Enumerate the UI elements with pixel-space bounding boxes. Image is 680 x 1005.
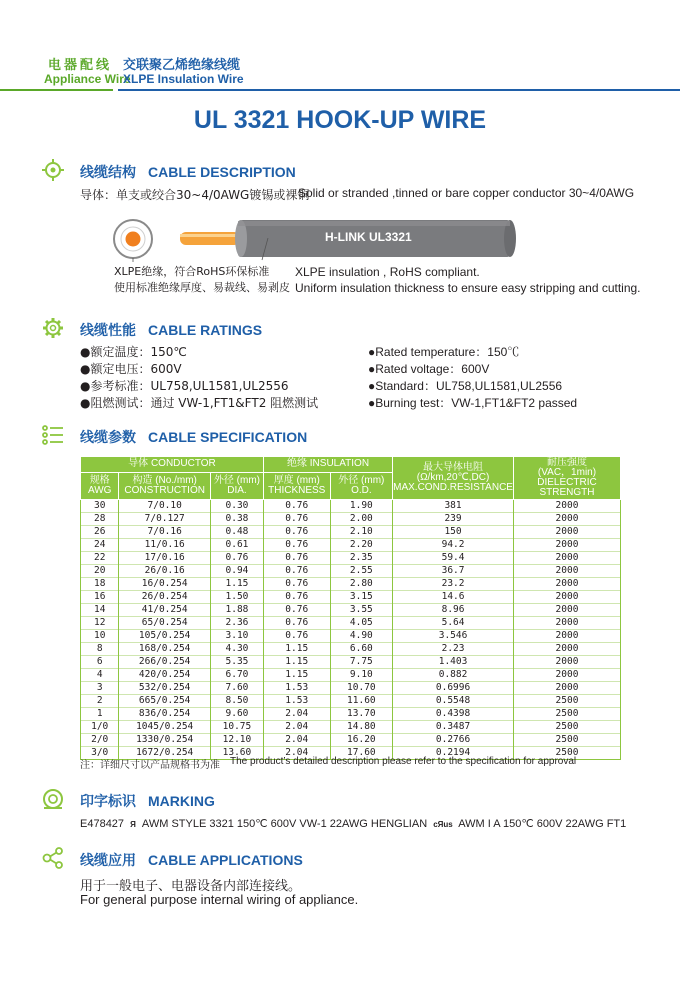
table-cell: 28 <box>81 513 119 526</box>
table-cell: 16 <box>81 591 119 604</box>
rating-en-item: ●Standard：UL758,UL1581,UL2556 <box>368 379 563 393</box>
table-cell: 0.6996 <box>393 682 514 695</box>
table-cell: 420/0.254 <box>119 669 211 682</box>
cable-illustration <box>110 217 520 262</box>
table-cell: 3.10 <box>210 630 263 643</box>
table-cell: 6.70 <box>210 669 263 682</box>
table-cell: 2000 <box>513 656 620 669</box>
table-cell: 20 <box>81 565 119 578</box>
table-cell: 2.36 <box>210 617 263 630</box>
table-cell: 2000 <box>513 552 620 565</box>
header-line: 规格 <box>89 474 110 486</box>
insulation-text-cn-2: 使用标准绝缘厚度、易裁线、易剥皮 <box>114 281 290 294</box>
table-cell: 13.70 <box>330 708 393 721</box>
table-cell: 7/0.16 <box>119 526 211 539</box>
table-cell: 0.882 <box>393 669 514 682</box>
section-title-cn: 线缆参数 <box>80 430 136 446</box>
table-cell: 2.80 <box>330 578 393 591</box>
rating-cn-item: ●阻燃测试：通过 VW-1,FT1&FT2 阻燃测试 <box>80 396 319 410</box>
table-cell: 0.3487 <box>393 721 514 734</box>
table-cell: 5.35 <box>210 656 263 669</box>
table-cell: 2000 <box>513 617 620 630</box>
table-cell: 2000 <box>513 578 620 591</box>
spec-table-body <box>81 500 621 760</box>
table-cell: 5.64 <box>393 617 514 630</box>
table-cell: 94.2 <box>393 539 514 552</box>
table-cell: 1.88 <box>210 604 263 617</box>
table-cell: 2500 <box>513 734 620 747</box>
section-title-cn: 印字标识 <box>80 794 136 810</box>
rating-en-item: ●Rated voltage：600V <box>368 362 490 376</box>
column-header-thickness <box>263 472 330 499</box>
table-cell: 2000 <box>513 669 620 682</box>
table-cell: 239 <box>393 513 514 526</box>
table-cell: 10.75 <box>210 721 263 734</box>
table-cell: 2.04 <box>263 734 330 747</box>
table-cell: 6.60 <box>330 643 393 656</box>
table-cell: 4.30 <box>210 643 263 656</box>
table-cell: 0.30 <box>210 500 263 513</box>
table-cell: 532/0.254 <box>119 682 211 695</box>
table-cell: 3.55 <box>330 604 393 617</box>
table-row <box>81 669 621 682</box>
table-cell: 1330/0.254 <box>119 734 211 747</box>
table-cell: 59.4 <box>393 552 514 565</box>
table-row <box>81 604 621 617</box>
table-cell: 2.20 <box>330 539 393 552</box>
header-sub-cn: 交联聚乙烯绝缘线缆 <box>123 58 241 73</box>
table-row <box>81 526 621 539</box>
table-cell: 12 <box>81 617 119 630</box>
group-header-insulation: 绝缘 INSULATION <box>263 457 392 473</box>
table-cell: 17/0.16 <box>119 552 211 565</box>
table-cell: 41/0.254 <box>119 604 211 617</box>
table-row <box>81 552 621 565</box>
header-category-en: Appliance Wire <box>44 72 131 86</box>
share-icon <box>42 847 64 869</box>
header-divider-green <box>0 89 113 91</box>
table-cell: 14.80 <box>330 721 393 734</box>
list-icon <box>42 424 64 446</box>
table-cell: 0.76 <box>263 500 330 513</box>
table-note-en: The product’s detailed description please refer to the specification for approval <box>230 756 577 767</box>
table-cell: 2500 <box>513 721 620 734</box>
table-cell: 2.04 <box>263 708 330 721</box>
table-cell: 0.76 <box>263 578 330 591</box>
table-cell: 0.76 <box>263 552 330 565</box>
section-title-en: MARKING <box>148 793 215 809</box>
table-cell: 4.90 <box>330 630 393 643</box>
table-cell: 16/0.254 <box>119 578 211 591</box>
table-cell: 0.76 <box>263 539 330 552</box>
section-title-description <box>80 162 296 182</box>
table-cell: 8.50 <box>210 695 263 708</box>
table-cell: 2.04 <box>263 721 330 734</box>
table-cell: 0.76 <box>263 591 330 604</box>
table-cell: 1045/0.254 <box>119 721 211 734</box>
insulation-text-cn-1: XLPE绝缘，符合RoHS环保标准 <box>114 265 270 278</box>
header-line: DIELECTRIC STRENGTH <box>537 477 597 498</box>
table-cell: 0.5548 <box>393 695 514 708</box>
group-header-conductor: 导体 CONDUCTOR <box>81 457 264 473</box>
table-cell: 2000 <box>513 604 620 617</box>
table-row <box>81 617 621 630</box>
section-title-marking <box>80 791 215 811</box>
table-cell: 22 <box>81 552 119 565</box>
section-title-cn: 线缆性能 <box>80 323 136 339</box>
table-row <box>81 539 621 552</box>
table-cell: 2.23 <box>393 643 514 656</box>
column-header-od <box>330 472 393 499</box>
table-row <box>81 643 621 656</box>
table-row <box>81 721 621 734</box>
table-cell: 0.2766 <box>393 734 514 747</box>
column-header-awg <box>81 472 119 499</box>
table-cell: 9.60 <box>210 708 263 721</box>
ur-mark-icon: Я <box>130 820 136 829</box>
table-cell: 24 <box>81 539 119 552</box>
table-row <box>81 630 621 643</box>
disc-icon <box>42 788 64 810</box>
table-note-cn: 注：详细尺寸以产品规格书为准 <box>80 760 220 771</box>
table-row <box>81 734 621 747</box>
header-line: DIA. <box>227 484 247 496</box>
table-cell: 36.7 <box>393 565 514 578</box>
section-title-cn: 线缆应用 <box>80 853 136 869</box>
table-cell: 2000 <box>513 500 620 513</box>
table-cell: 2000 <box>513 513 620 526</box>
table-row <box>81 656 621 669</box>
table-row <box>81 578 621 591</box>
marking-rating-text: AWM I A 150℃ 600V 22AWG FT1 <box>458 818 627 830</box>
table-cell: 11/0.16 <box>119 539 211 552</box>
table-cell: 4.05 <box>330 617 393 630</box>
table-cell: 17.60 <box>330 747 393 760</box>
table-cell: 12.10 <box>210 734 263 747</box>
conductor-text-en: Solid or stranded ,tinned or bare copper conductor 30~4/0AWG <box>298 186 635 200</box>
table-cell: 7.60 <box>210 682 263 695</box>
table-cell: 3.15 <box>330 591 393 604</box>
table-cell: 2.35 <box>330 552 393 565</box>
table-row <box>81 513 621 526</box>
table-row <box>81 500 621 513</box>
table-cell: 65/0.254 <box>119 617 211 630</box>
table-cell: 0.4398 <box>393 708 514 721</box>
table-cell: 11.60 <box>330 695 393 708</box>
section-title-spec <box>80 427 307 447</box>
table-cell: 2000 <box>513 526 620 539</box>
table-cell: 2000 <box>513 630 620 643</box>
table-cell: 0.76 <box>263 565 330 578</box>
table-cell: 1.53 <box>263 695 330 708</box>
column-header-construction <box>119 472 211 499</box>
rating-cn-item: ●额定温度：150℃ <box>80 345 187 359</box>
table-row <box>81 708 621 721</box>
header-line: 构造 (No./mm) <box>132 474 197 486</box>
spec-table <box>80 456 621 760</box>
table-cell: 2000 <box>513 643 620 656</box>
marking-style-text: AWM STYLE 3321 150℃ 600V VW-1 22AWG HENGLIAN <box>141 818 428 830</box>
header-line: O.D. <box>351 484 372 496</box>
table-cell: 1.15 <box>263 643 330 656</box>
table-cell: 0.76 <box>263 513 330 526</box>
header-line: MAX.COND.RESISTANCE <box>393 482 513 493</box>
section-title-cn: 线缆结构 <box>80 165 136 181</box>
table-cell: 1.15 <box>263 669 330 682</box>
table-cell: 7.75 <box>330 656 393 669</box>
marking-file-number: E478427 <box>80 818 125 830</box>
table-cell: 2.04 <box>263 747 330 760</box>
table-cell: 3.546 <box>393 630 514 643</box>
table-cell: 2000 <box>513 565 620 578</box>
applications-text-cn: 用于一般电子、电器设备内部连接线。 <box>80 879 302 894</box>
header-line: 外径 (mm) <box>213 474 260 486</box>
table-cell: 2.00 <box>330 513 393 526</box>
column-header-resistance <box>393 457 514 500</box>
table-cell: 2/0 <box>81 734 119 747</box>
table-cell: 0.61 <box>210 539 263 552</box>
target-icon <box>42 159 64 181</box>
section-title-en: CABLE RATINGS <box>148 322 263 338</box>
table-cell: 0.94 <box>210 565 263 578</box>
page-title: UL 3321 HOOK-UP WIRE <box>193 106 487 134</box>
c-ur-us-mark-icon: cЯus <box>433 820 453 829</box>
table-cell: 2 <box>81 695 119 708</box>
table-cell: 1.403 <box>393 656 514 669</box>
table-cell: 2.55 <box>330 565 393 578</box>
table-cell: 0.76 <box>263 617 330 630</box>
applications-text-en: For general purpose internal wiring of appliance. <box>80 892 359 907</box>
header-sub-en: XLPE Insulation Wire <box>123 72 244 86</box>
table-cell: 30 <box>81 500 119 513</box>
table-cell: 2000 <box>513 682 620 695</box>
rating-cn-item: ●额定电压：600V <box>80 362 182 376</box>
header-line: AWG <box>87 484 112 496</box>
table-cell: 23.2 <box>393 578 514 591</box>
table-cell: 1.50 <box>210 591 263 604</box>
marking-text <box>80 817 626 830</box>
table-cell: 836/0.254 <box>119 708 211 721</box>
section-title-en: CABLE APPLICATIONS <box>148 852 303 868</box>
table-cell: 9.10 <box>330 669 393 682</box>
header-divider-blue <box>118 89 680 91</box>
table-cell: 665/0.254 <box>119 695 211 708</box>
table-cell: 381 <box>393 500 514 513</box>
table-cell: 0.76 <box>263 630 330 643</box>
table-cell: 4 <box>81 669 119 682</box>
table-cell: 0.76 <box>263 526 330 539</box>
table-cell: 0.38 <box>210 513 263 526</box>
column-header-dielectric <box>513 457 620 500</box>
section-title-applications <box>80 850 303 870</box>
header-line: THICKNESS <box>268 484 326 496</box>
table-cell: 2000 <box>513 539 620 552</box>
header-line: CONSTRUCTION <box>124 484 205 496</box>
table-cell: 0.48 <box>210 526 263 539</box>
table-cell: 1.15 <box>263 656 330 669</box>
insulation-text-en-2: Uniform insulation thickness to ensure easy stripping and cutting. <box>295 281 641 295</box>
header-line: 最大导体电阻 <box>423 462 484 473</box>
gear-icon <box>42 317 64 339</box>
table-cell: 8.96 <box>393 604 514 617</box>
table-cell: 14 <box>81 604 119 617</box>
header-category-cn: 电器配线 <box>48 58 113 73</box>
table-cell: 13.60 <box>210 747 263 760</box>
table-cell: 8 <box>81 643 119 656</box>
table-cell: 1.90 <box>330 500 393 513</box>
table-cell: 1672/0.254 <box>119 747 211 760</box>
table-row <box>81 591 621 604</box>
table-cell: 16.20 <box>330 734 393 747</box>
table-cell: 10.70 <box>330 682 393 695</box>
table-cell: 1 <box>81 708 119 721</box>
section-title-en: CABLE SPECIFICATION <box>148 429 308 445</box>
table-cell: 1/0 <box>81 721 119 734</box>
table-cell: 150 <box>393 526 514 539</box>
column-header-dia <box>210 472 263 499</box>
table-cell: 0.76 <box>263 604 330 617</box>
insulation-text-en-1: XLPE insulation , RoHS compliant. <box>295 265 480 279</box>
table-cell: 14.6 <box>393 591 514 604</box>
table-cell: 2500 <box>513 708 620 721</box>
header-line: 外径 (mm) <box>338 474 385 486</box>
table-cell: 0.76 <box>210 552 263 565</box>
conductor-text-cn: 导体：单支或绞合30~4/0AWG镀锡或裸铜 <box>80 188 310 202</box>
table-cell: 7/0.127 <box>119 513 211 526</box>
table-cell: 105/0.254 <box>119 630 211 643</box>
table-cell: 26 <box>81 526 119 539</box>
leader-line <box>240 238 270 263</box>
table-cell: 0.2194 <box>393 747 514 760</box>
table-cell: 26/0.16 <box>119 565 211 578</box>
table-row <box>81 565 621 578</box>
header-line: 耐压强度 <box>546 457 587 468</box>
table-cell: 3 <box>81 682 119 695</box>
table-row <box>81 695 621 708</box>
table-cell: 2.10 <box>330 526 393 539</box>
table-cell: 2000 <box>513 591 620 604</box>
table-cell: 7/0.10 <box>119 500 211 513</box>
table-cell: 10 <box>81 630 119 643</box>
table-cell: 2500 <box>513 695 620 708</box>
table-cell: 1.53 <box>263 682 330 695</box>
table-cell: 1.15 <box>210 578 263 591</box>
rating-cn-item: ●参考标准：UL758,UL1581,UL2556 <box>80 379 289 393</box>
section-title-ratings <box>80 320 262 340</box>
table-cell: 2500 <box>513 747 620 760</box>
header-line: 厚度 (mm) <box>273 474 320 486</box>
table-cell: 26/0.254 <box>119 591 211 604</box>
header-line: (VAC，1min) <box>537 467 597 478</box>
table-cell: 168/0.254 <box>119 643 211 656</box>
section-title-en: CABLE DESCRIPTION <box>148 164 296 180</box>
table-row <box>81 682 621 695</box>
table-cell: 18 <box>81 578 119 591</box>
rating-en-item: ●Burning test：VW-1,FT1&FT2 passed <box>368 396 578 410</box>
table-cell: 6 <box>81 656 119 669</box>
header-line: (Ω/km,20℃,DC) <box>416 472 490 483</box>
table-cell: 3/0 <box>81 747 119 760</box>
table-cell: 266/0.254 <box>119 656 211 669</box>
rating-en-item: ●Rated temperature：150℃ <box>368 345 520 359</box>
cable-print-label: H-LINK UL3321 <box>325 230 412 244</box>
